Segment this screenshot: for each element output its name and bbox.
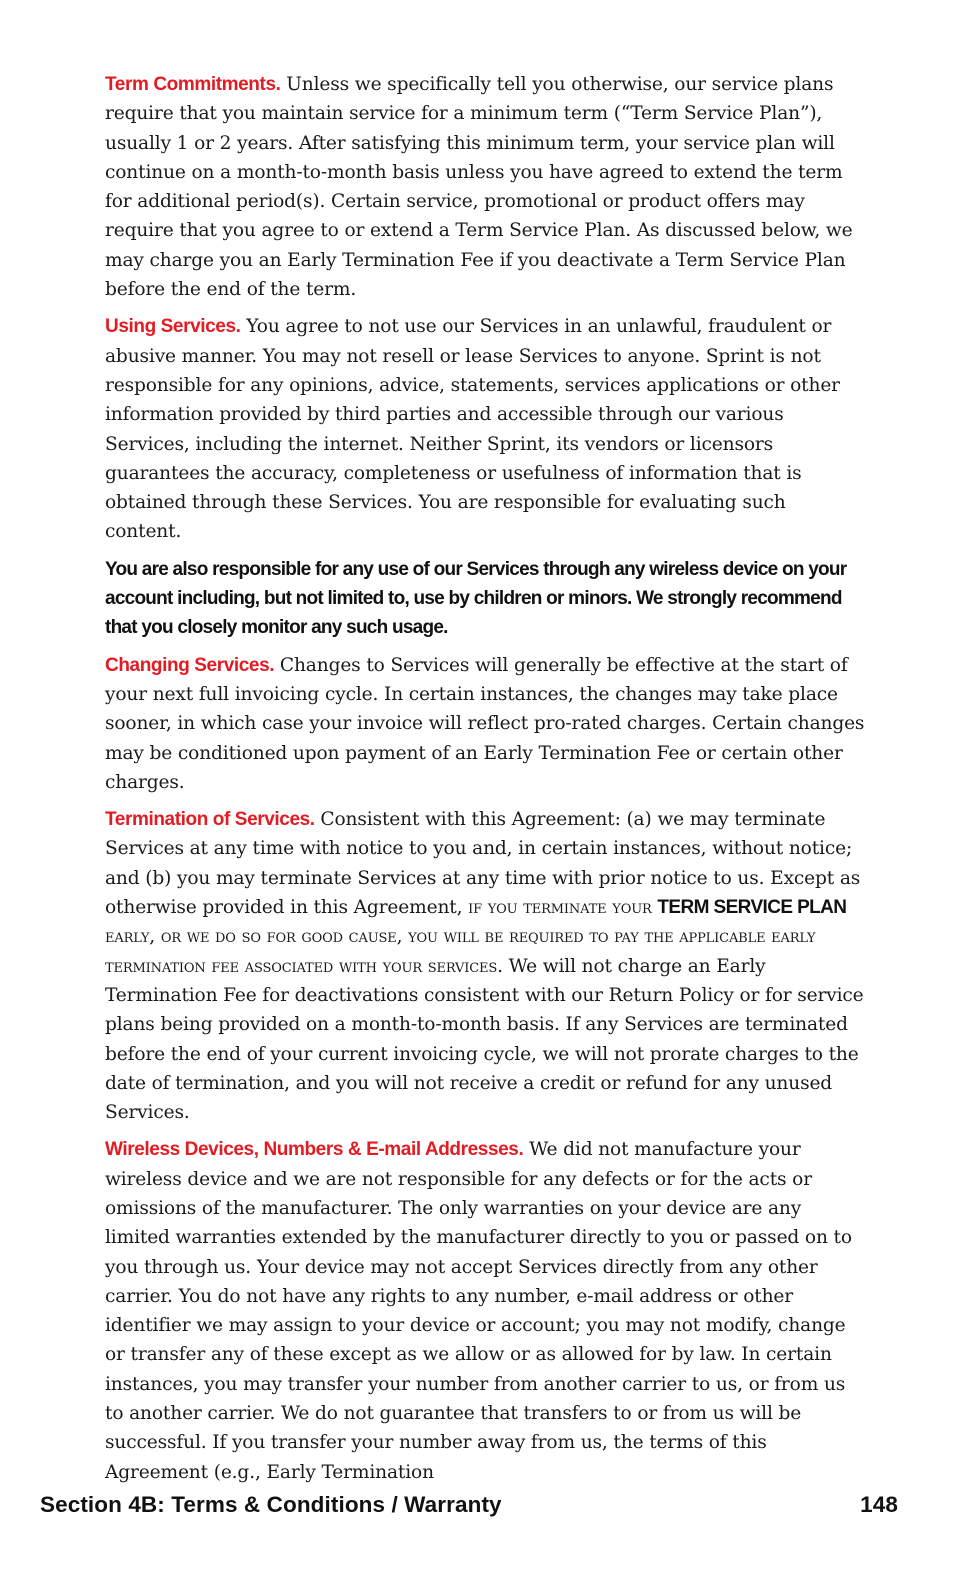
paragraph-term-commitments [105,70,867,304]
body-termination-caps-1: if you terminate your [468,897,658,919]
body-term-commitments: Unless we specifically tell you otherwise, our service plans require that you maintain service for a minimum term (“Term Service Plan”), usually 1 or 2 years. After satisfying this minimum term, your service plan will continue on a month-to-month basis unless you have agreed to extend the term for additional period(s). Certain service, promotional or product offers may require that you agree to or extend a Term Service Plan. As discussed below, we may charge you an Early Termination Fee if you deactivate a Term Service Plan before the end of the term. [105,74,853,301]
body-changing-services: Changes to Services will generally be effective at the start of your next full invoicing cycle. In certain instances, the changes may take place sooner, in which case your invoice will reflect pro-rated charges. Certain changes may be conditioned upon payment of an Early Termination Fee or certain other charges. [105,654,865,793]
paragraph-wireless-devices [105,1135,867,1487]
document-body [105,70,867,1495]
heading-changing-services: Changing Services. [105,654,275,676]
body-termination-intro: Consistent with this Agreement: (a) we may terminate Services at any time with notice to you and, in certain instances, without notice; and (b) you may terminate Services at any time with prior notice to us. Except as otherwise provided in this Agreement, [105,809,861,919]
body-termination-rest: We will not charge an Early Termination Fee for deactivations consistent with our Return Policy or for service plans being provided on a month-to-month basis. If any Services are terminated before the end of your current invoicing cycle, we will not prorate charges to the date of termination, and you will not receive a credit or refund for any unused Services. [105,955,864,1124]
responsibility-notice: You are also responsible for any use of our Services through any wireless device on your account including, but not limited to, use by children or minors. We strongly recommend that you closely monitor any such usage. [105,558,847,639]
body-termination-bold-term: TERM SERVICE PLAN [657,897,847,919]
paragraph-using-services [105,312,867,546]
body-termination-caps-2: early, or we do so for good cause, you will be required to pay the applicable early termination fee associated with your services. [105,926,816,977]
footer-page-number: 148 [860,1492,898,1517]
paragraph-termination-of-services [105,805,867,1127]
body-using-services: You agree to not use our Services in an unlawful, fraudulent or abusive manner. You may not resell or lease Services to anyone. Sprint is not responsible for any opinions, advice, statements, services applications or other information provided by third parties and accessible through our various Services, including the internet. Neither Sprint, its vendors or licensors guarantees the accuracy, completeness or usefulness of information that is obtained through these Services. You are responsible for evaluating such content. [105,316,840,543]
page-footer [40,1492,898,1518]
body-wireless-devices: We did not manufacture your wireless device and we are not responsible for any defects or for the acts or omissions of the manufacturer. The only warranties on your device are any limited warranties extended by the manufacturer directly to you or passed on to you through us. Your device may not accept Services directly from any other carrier. You do not have any rights to any number, e-mail address or other identifier we may assign to your device or account; you may not modify, change or transfer any of these except as we allow or as allowed for by law. In certain instances, you may transfer your number from another carrier to us, or from us to another carrier. We do not guarantee that transfers to or from us will be successful. If you transfer your number away from us, the terms of this Agreement (e.g., Early Termination [105,1139,852,1483]
heading-using-services: Using Services. [105,316,241,338]
footer-section-title: Section 4B: Terms & Conditions / Warranty [40,1492,502,1517]
heading-term-commitments: Term Commitments. [105,74,281,95]
heading-wireless-devices: Wireless Devices, Numbers & E-mail Addresses. [105,1139,524,1161]
heading-termination-of-services: Termination of Services. [105,809,315,831]
paragraph-changing-services [105,651,867,797]
